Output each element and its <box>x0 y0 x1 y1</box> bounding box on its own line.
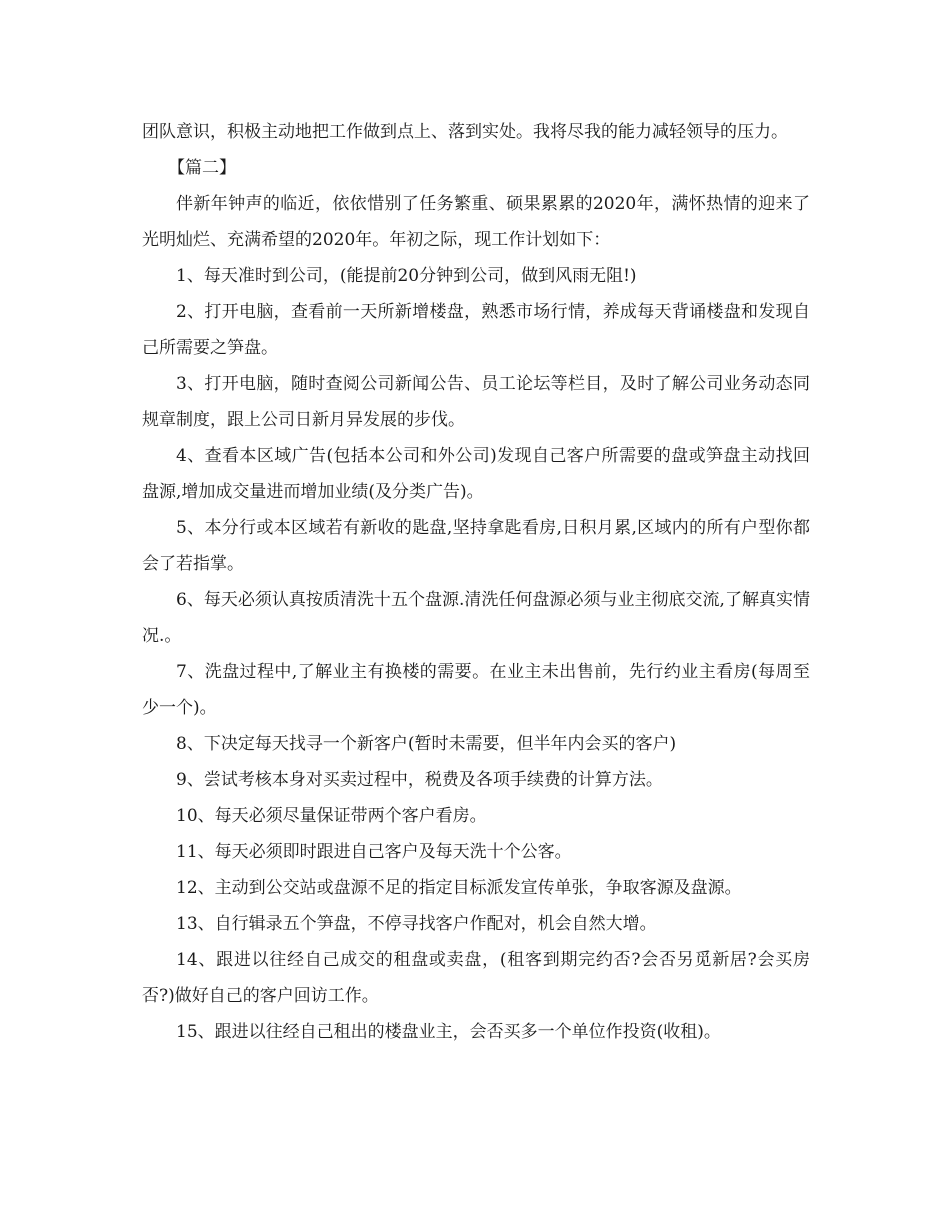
document-body <box>142 114 810 1050</box>
plan-item-1: 1、每天准时到公司，(能提前20分钟到公司，做到风雨无阻!) <box>176 266 637 286</box>
plan-item-7: 7、洗盘过程中,了解业主有换楼的需要。在业主未出售前，先行约业主看房(每周至少一个)。 <box>142 662 810 718</box>
paragraph-continuation: 团队意识，积极主动地把工作做到点上、落到实处。我将尽我的能力减轻领导的压力。 <box>142 122 788 142</box>
plan-item-12: 12、主动到公交站或盘源不足的指定目标派发宣传单张，争取客源及盘源。 <box>176 878 742 898</box>
plan-item-3: 3、打开电脑，随时查阅公司新闻公告、员工论坛等栏目，及时了解公司业务动态同规章制度，跟上公司日新月异发展的步伐。 <box>142 374 810 430</box>
plan-item-13: 13、自行辑录五个笋盘，不停寻找客户作配对，机会自然大增。 <box>176 914 657 934</box>
plan-item-8: 8、下决定每天找寻一个新客户(暂时未需要，但半年内会买的客户) <box>176 734 677 754</box>
plan-item-4: 4、查看本区域广告(包括本公司和外公司)发现自己客户所需要的盘或笋盘主动找回盘源,增加成交量进而增加业绩(及分类广告)。 <box>142 446 810 502</box>
plan-item-9: 9、尝试考核本身对买卖过程中，税费及各项手续费的计算方法。 <box>176 770 663 790</box>
plan-item-11: 11、每天必须即时跟进自己客户及每天洗十个公客。 <box>176 842 572 862</box>
plan-item-2: 2、打开电脑，查看前一天所新增楼盘，熟悉市场行情，养成每天背诵楼盘和发现自己所需要之笋盘。 <box>142 302 810 358</box>
paragraph-intro: 伴新年钟声的临近，依依惜别了任务繁重、硕果累累的2020年，满怀热情的迎来了光明灿烂、充满希望的2020年。年初之际，现工作计划如下： <box>142 194 810 250</box>
plan-item-14: 14、跟进以往经自己成交的租盘或卖盘，(租客到期完约否?会否另觅新居?会买房否?)做好自己的客户回访工作。 <box>142 950 810 1006</box>
section-heading: 【篇二】 <box>168 158 236 178</box>
plan-item-10: 10、每天必须尽量保证带两个客户看房。 <box>176 806 487 826</box>
plan-item-15: 15、跟进以往经自己租出的楼盘业主，会否买多一个单位作投资(收租)。 <box>176 1022 721 1042</box>
plan-item-5: 5、本分行或本区域若有新收的匙盘,坚持拿匙看房,日积月累,区域内的所有户型你都会了若指掌。 <box>142 518 810 574</box>
plan-item-6: 6、每天必须认真按质清洗十五个盘源.清洗任何盘源必须与业主彻底交流,了解真实情况.。 <box>142 590 810 646</box>
